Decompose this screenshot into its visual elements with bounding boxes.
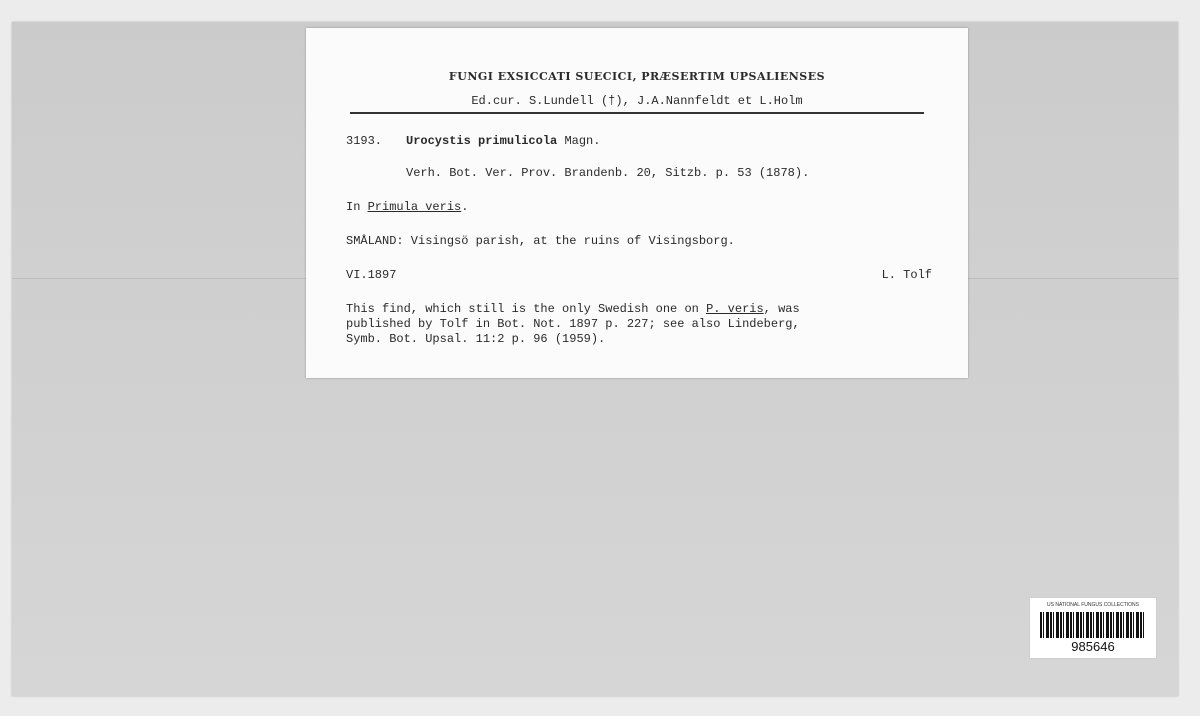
species-name: Urocystis primulicola [406,134,558,148]
note-line-2: published by Tolf in Bot. Not. 1897 p. 227; see also Lindeberg, [346,317,800,331]
collector: L. Tolf [881,268,932,282]
specimen-number: 3193. [346,134,383,148]
specimen-label [306,28,968,378]
barcode-bars [1040,612,1146,638]
locality: SMÅLAND: Visingsö parish, at the ruins of Visingsborg. [346,234,735,248]
note-line-1 [346,302,800,317]
host-line [346,200,468,214]
barcode-institution: US NATIONAL FUNGUS COLLECTIONS [1047,602,1139,608]
barcode-number: 985646 [1071,639,1115,654]
note-line-1-a: This find, which still is the only Swedish one on [346,302,707,316]
note-line-3: Symb. Bot. Upsal. 11:2 p. 96 (1959). [346,332,606,346]
host-name: Primula veris [367,200,462,214]
host-prefix: In [346,200,361,214]
label-title: FUNGI EXSICCATI SUECICI, PRÆSERTIM UPSALIENSES [448,70,826,83]
note-line-1-b: , was [763,302,800,316]
host-suffix: . [461,200,469,214]
collection-date: VI.1897 [346,268,397,282]
literature-reference: Verh. Bot. Ver. Prov. Brandenb. 20, Sitzb. p. 53 (1878). [406,166,810,180]
label-rule [350,112,924,114]
note-text [346,302,800,347]
species-author: Magn. [564,134,601,148]
label-editors: Ed.cur. S.Lundell (†), J.A.Nannfeldt et L.Holm [471,94,803,108]
species-line [406,134,600,148]
note-host: P. veris [706,302,764,316]
barcode-label [1029,597,1157,659]
